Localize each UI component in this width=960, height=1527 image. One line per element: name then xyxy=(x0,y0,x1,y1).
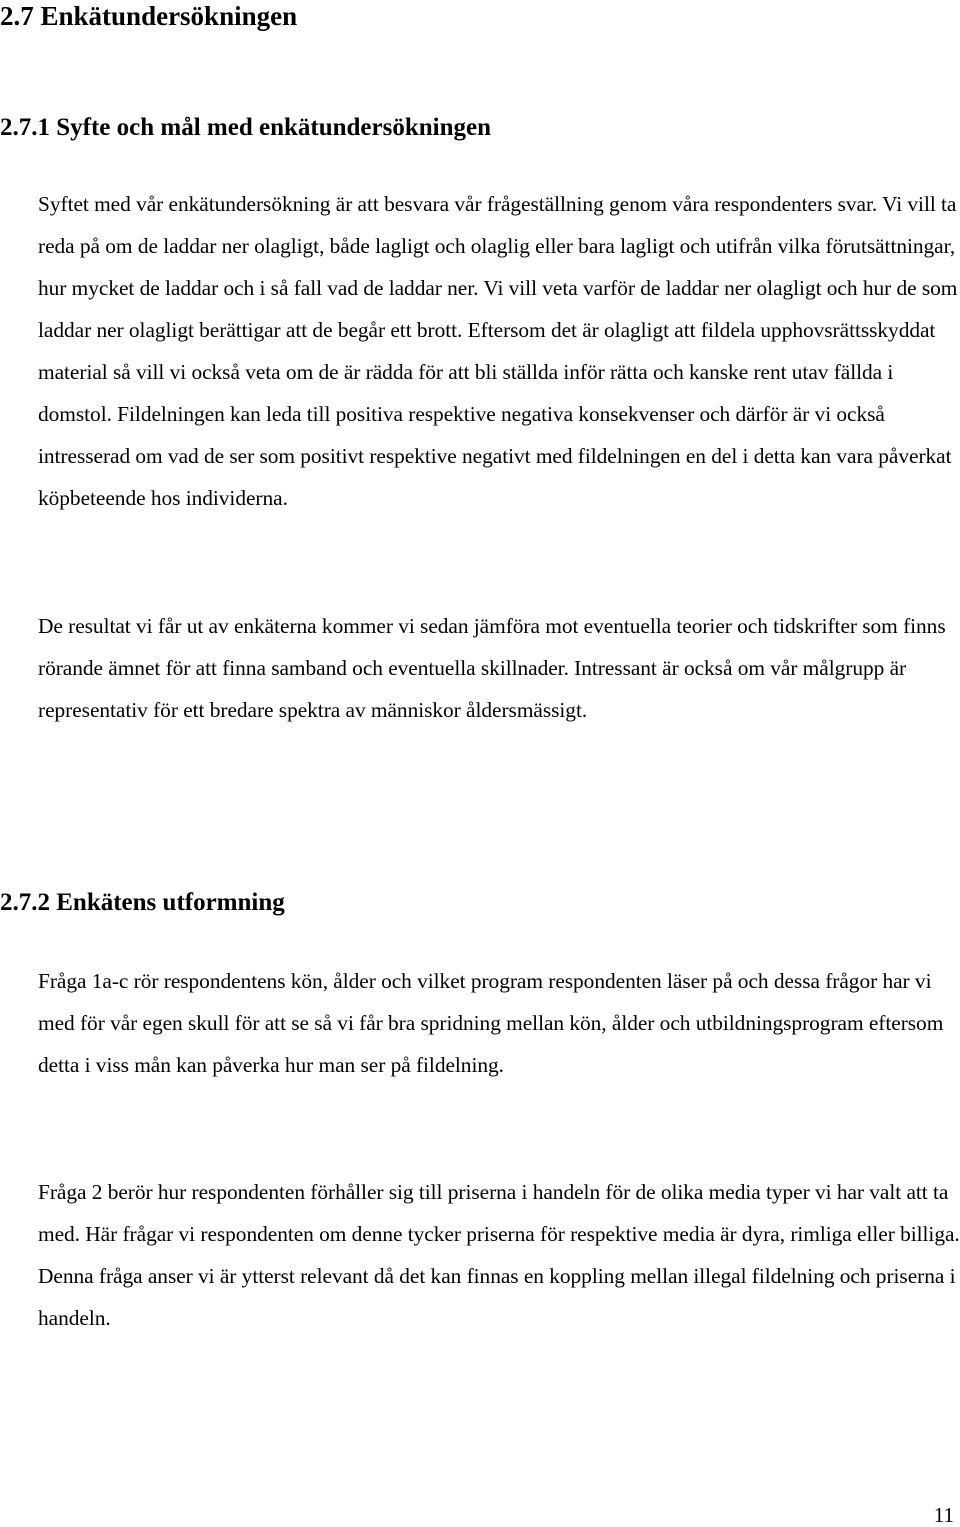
paragraph-fraga-2: Fråga 2 berör hur respondenten förhåller sig till priserna i handeln för de olika media typer vi har valt att ta med. Här frågar vi respondenten om denne tycker priserna för respektive media är dyra, rimliga eller billiga. Denna fråga anser vi är ytterst relevant då det kan finnas en koppling mellan illegal fildelning och priserna i handeln. xyxy=(38,1180,960,1330)
paragraph-syfte: Syftet med vår enkätundersökning är att besvara vår frågeställning genom våra respondenters svar. Vi vill ta reda på om de laddar ner olagligt, både lagligt och olaglig eller bara lagligt och utifrån vilka förutsättningar, hur mycket de laddar och i så fall vad de laddar ner. Vi vill veta varför de laddar ner olagligt och hur de som laddar ner olagligt berättigar att de begår ett brott. Eftersom det är olagligt att fildela upphovsrättsskyddat material så vill vi också veta om de är rädda för att bli ställda inför rätta och kanske rent utav fällda i domstol. Fildelningen kan leda till positiva respektive negativa konsekvenser och därför är vi också intresserad om vad de ser som positivt respektive negativt med fildelningen en del i detta kan vara påverkat köpbeteende hos individerna. xyxy=(38,192,958,510)
page-number: 11 xyxy=(933,1503,954,1527)
paragraph-fraga-1: Fråga 1a-c rör respondentens kön, ålder och vilket program respondenten läser på och dessa frågor har vi med för vår egen skull för att se så vi får bra spridning mellan kön, ålder och utbildningsprogram eftersom detta i viss mån kan påverka hur man ser på fildelning. xyxy=(38,969,944,1077)
paragraph-resultat: De resultat vi får ut av enkäterna kommer vi sedan jämföra mot eventuella teorier och tidskrifter som finns rörande ämnet för att finna samband och eventuella skillnader. Intressant är också om vår målgrupp är representativ för ett bredare spektra av människor åldersmässigt. xyxy=(38,614,946,722)
section-heading-main: 2.7 Enkätundersökningen xyxy=(0,1,298,31)
subsection-heading-syfte: 2.7.1 Syfte och mål med enkätundersökningen xyxy=(0,114,492,141)
subsection-heading-utformning: 2.7.2 Enkätens utformning xyxy=(0,889,285,916)
